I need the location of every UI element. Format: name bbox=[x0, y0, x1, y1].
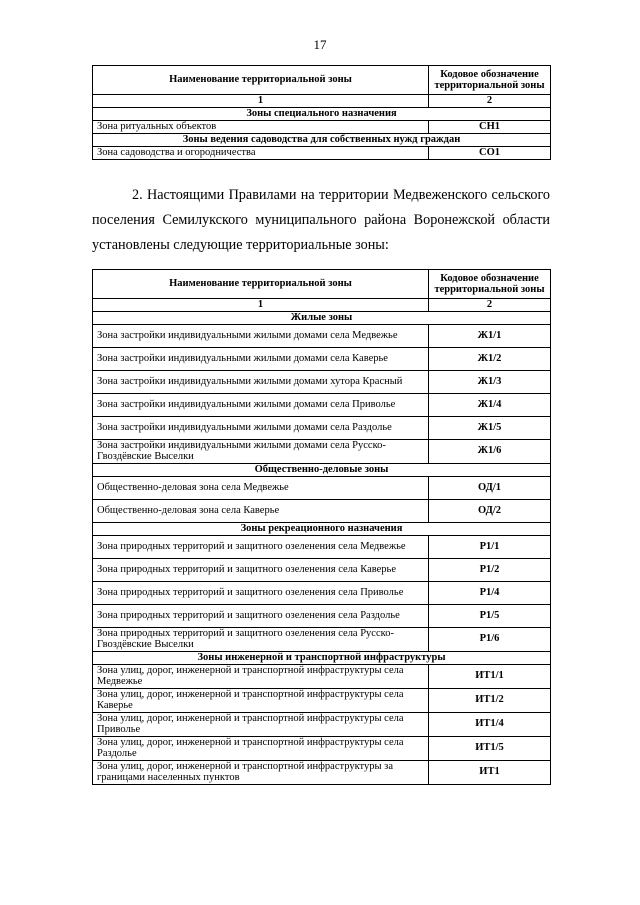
zone-group-row bbox=[93, 463, 551, 476]
zone-name-cell: Зона застройки индивидуальными жилыми домами села Раздолье bbox=[93, 416, 429, 439]
zone-name-cell: Зона природных территорий и защитного озеленения села Каверье bbox=[93, 558, 429, 581]
zone-group-title: Зоны специального назначения bbox=[93, 107, 551, 120]
column-number-1: 1 bbox=[93, 95, 429, 108]
table-row bbox=[93, 439, 551, 463]
zone-name-cell: Зона улиц, дорог, инженерной и транспортной инфраструктуры села Приволье bbox=[93, 712, 429, 736]
header-zone-name: Наименование территориальной зоны bbox=[93, 66, 429, 95]
zones-table-1-body bbox=[93, 66, 551, 160]
zone-code-cell: Ж1/5 bbox=[429, 416, 551, 439]
table-row bbox=[93, 535, 551, 558]
zone-name-cell: Зона застройки индивидуальными жилыми домами хутора Красный bbox=[93, 370, 429, 393]
zone-name-cell: Зона застройки индивидуальными жилыми домами села Каверье bbox=[93, 347, 429, 370]
table-row bbox=[93, 393, 551, 416]
table-row bbox=[93, 736, 551, 760]
zone-name-cell: Зона застройки индивидуальными жилыми домами села Приволье bbox=[93, 393, 429, 416]
table-row bbox=[93, 627, 551, 651]
zone-code-cell: СН1 bbox=[429, 120, 551, 133]
zones-table-1 bbox=[92, 65, 551, 160]
page-number: 17 bbox=[313, 37, 327, 52]
zone-group-title: Зоны инженерной и транспортной инфраструктуры bbox=[93, 651, 551, 664]
zone-group-row bbox=[93, 651, 551, 664]
table-row bbox=[93, 146, 551, 159]
table-row bbox=[93, 760, 551, 784]
zone-code-cell: Р1/1 bbox=[429, 535, 551, 558]
table-row bbox=[93, 324, 551, 347]
zone-name-cell: Зона ритуальных объектов bbox=[93, 120, 429, 133]
zones-table-2-body bbox=[93, 270, 551, 785]
zone-name-cell: Зона застройки индивидуальными жилыми домами села Русско-Гвоздёвские Выселки bbox=[93, 439, 429, 463]
zone-name-cell: Зона улиц, дорог, инженерной и транспортной инфраструктуры за границами населенных пунктов bbox=[93, 760, 429, 784]
header-zone-code: Кодовое обозначение территориальной зоны bbox=[429, 270, 551, 299]
zone-code-cell: ИТ1/5 bbox=[429, 736, 551, 760]
zone-code-cell: ИТ1/4 bbox=[429, 712, 551, 736]
table-row bbox=[93, 416, 551, 439]
table-row bbox=[93, 370, 551, 393]
table-row bbox=[93, 712, 551, 736]
body-paragraph: 2. Настоящими Правилами на территории Медвеженского сельского поселения Семилукского муниципального района Воронежской области установлены следующие территориальные зоны: bbox=[92, 187, 550, 253]
zone-code-cell: Ж1/1 bbox=[429, 324, 551, 347]
header-zone-code: Кодовое обозначение территориальной зоны bbox=[429, 66, 551, 95]
table-number-row bbox=[93, 299, 551, 312]
zone-code-cell: Р1/6 bbox=[429, 627, 551, 651]
zone-group-title: Зоны рекреационного назначения bbox=[93, 522, 551, 535]
zone-code-cell: СО1 bbox=[429, 146, 551, 159]
table-row bbox=[93, 499, 551, 522]
zone-name-cell: Зона улиц, дорог, инженерной и транспортной инфраструктуры села Раздолье bbox=[93, 736, 429, 760]
zone-group-row bbox=[93, 133, 551, 146]
table-row bbox=[93, 476, 551, 499]
zone-code-cell: ОД/2 bbox=[429, 499, 551, 522]
zone-name-cell: Общественно-деловая зона села Медвежье bbox=[93, 476, 429, 499]
zone-group-title: Жилые зоны bbox=[93, 311, 551, 324]
zone-group-row bbox=[93, 107, 551, 120]
table-row bbox=[93, 558, 551, 581]
zone-code-cell: Ж1/3 bbox=[429, 370, 551, 393]
zone-code-cell: ИТ1 bbox=[429, 760, 551, 784]
table-row bbox=[93, 581, 551, 604]
zone-code-cell: ОД/1 bbox=[429, 476, 551, 499]
zone-group-title: Зоны ведения садоводства для собственных нужд граждан bbox=[93, 133, 551, 146]
zone-name-cell: Зона природных территорий и защитного озеленения села Медвежье bbox=[93, 535, 429, 558]
table-row bbox=[93, 688, 551, 712]
zone-group-title: Общественно-деловые зоны bbox=[93, 463, 551, 476]
zone-name-cell: Зона природных территорий и защитного озеленения села Раздолье bbox=[93, 604, 429, 627]
table-row bbox=[93, 347, 551, 370]
zone-code-cell: Ж1/2 bbox=[429, 347, 551, 370]
table-number-row bbox=[93, 95, 551, 108]
zone-code-cell: Р1/5 bbox=[429, 604, 551, 627]
header-zone-name: Наименование территориальной зоны bbox=[93, 270, 429, 299]
zone-name-cell: Зона природных территорий и защитного озеленения села Русско-Гвоздёвские Выселки bbox=[93, 627, 429, 651]
zone-name-cell: Зона улиц, дорог, инженерной и транспортной инфраструктуры села Медвежье bbox=[93, 664, 429, 688]
table-header-row bbox=[93, 66, 551, 95]
table-row bbox=[93, 664, 551, 688]
zone-name-cell: Зона застройки индивидуальными жилыми домами села Медвежье bbox=[93, 324, 429, 347]
table-row bbox=[93, 120, 551, 133]
zone-group-row bbox=[93, 522, 551, 535]
zone-code-cell: ИТ1/2 bbox=[429, 688, 551, 712]
column-number-2: 2 bbox=[429, 95, 551, 108]
zones-table-2 bbox=[92, 269, 551, 785]
column-number-2: 2 bbox=[429, 299, 551, 312]
zone-name-cell: Зона улиц, дорог, инженерной и транспортной инфраструктуры села Каверье bbox=[93, 688, 429, 712]
zone-code-cell: ИТ1/1 bbox=[429, 664, 551, 688]
table-row bbox=[93, 604, 551, 627]
zone-name-cell: Зона природных территорий и защитного озеленения села Приволье bbox=[93, 581, 429, 604]
column-number-1: 1 bbox=[93, 299, 429, 312]
zone-name-cell: Зона садоводства и огородничества bbox=[93, 146, 429, 159]
zone-name-cell: Общественно-деловая зона села Каверье bbox=[93, 499, 429, 522]
table-header-row bbox=[93, 270, 551, 299]
zone-group-row bbox=[93, 311, 551, 324]
zone-code-cell: Р1/2 bbox=[429, 558, 551, 581]
zone-code-cell: Ж1/4 bbox=[429, 393, 551, 416]
zone-code-cell: Ж1/6 bbox=[429, 439, 551, 463]
zone-code-cell: Р1/4 bbox=[429, 581, 551, 604]
